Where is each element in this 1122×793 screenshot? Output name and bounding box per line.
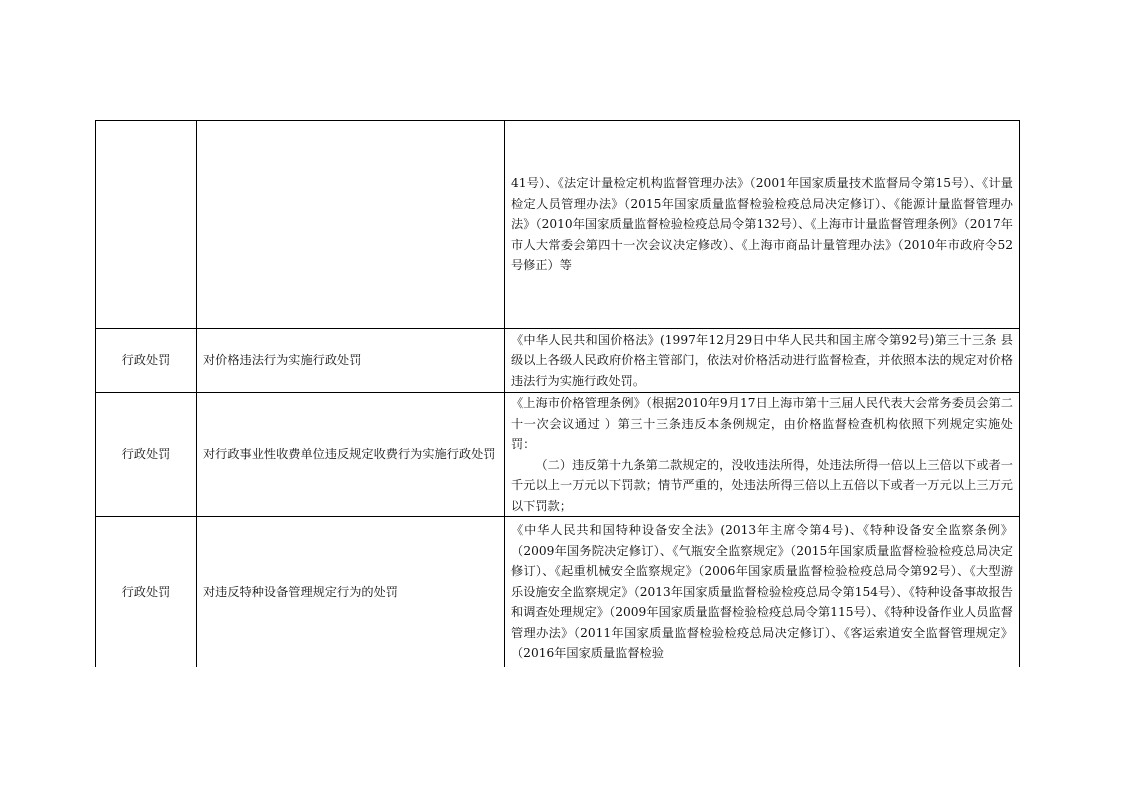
category-cell — [96, 121, 197, 329]
basis-paragraph: 《中华人民共和国特种设备安全法》(2013年主席令第4号)、《特种设备安全监察条例》（2009年国务院决定修订）、《气瓶安全监察规定》（2015年国家质量监督检验检疫总局决定修订）、《起重机械安全监察规定》（2006年国家质量监督检验检疫总局令第92号）、《大型游乐设施安全监察规定》（2013年国家质量监督检验检疫总局令第154号）、《特种设备事故报告和调查处理规定》（2009年国家质量监督检验检疫总局令第115号）、《特种设备作业人员监督管理办法》（2011年国家质量监督检验检疫总局决定修订）、《客运索道安全监督管理规定》（2016年国家质量监督检验 — [511, 523, 1013, 660]
basis-paragraph: （二）违反第十九条第二款规定的，没收违法所得，处违法所得一倍以上三倍以下或者一千元以上一万元以下罚款；情节严重的，处违法所得三倍以上五倍以下或者一万元以上三万元以下罚款； — [511, 457, 1013, 513]
category-cell: 行政处罚 — [96, 393, 197, 517]
legal-basis-cell — [505, 121, 1020, 329]
legal-basis-cell — [505, 393, 1020, 517]
category-cell: 行政处罚 — [96, 517, 197, 667]
item-cell: 对违反特种设备管理规定行为的处罚 — [197, 517, 505, 667]
category-cell: 行政处罚 — [96, 329, 197, 393]
table-row — [96, 329, 1020, 393]
item-cell: 对价格违法行为实施行政处罚 — [197, 329, 505, 393]
basis-paragraph: 《中华人民共和国价格法》(1997年12月29日中华人民共和国主席令第92号)第三十三条 县级以上各级人民政府价格主管部门，依法对价格活动进行监督检查，并依照本法的规定对价格违法行为实施行政处罚。 — [511, 332, 1013, 388]
table-row — [96, 393, 1020, 517]
table-row — [96, 517, 1020, 667]
legal-basis-cell — [505, 517, 1020, 667]
item-cell: 对行政事业性收费单位违反规定收费行为实施行政处罚 — [197, 393, 505, 517]
law-enforcement-table — [95, 120, 1020, 667]
basis-paragraph: 41号）、《法定计量检定机构监督管理办法》（2001年国家质量技术监督局令第15号）、《计量检定人员管理办法》（2015年国家质量监督检验检疫总局决定修订）、《能源计量监督管理办法》（2010年国家质量监督检验检疫总局令第132号）、《上海市计量监督管理条例》（2017年市人大常委会第四十一次会议决定修改）、《上海市商品计量管理办法》（2010年市政府令52号修正）等 — [511, 176, 1013, 273]
item-cell — [197, 121, 505, 329]
basis-paragraph: 《上海市价格管理条例》（根据2010年9月17日上海市第十三届人民代表大会常务委员会第二十一次会议通过 ）第三十三条违反本条例规定，由价格监督检查机构依照下列规定实施处罚： — [511, 396, 1013, 451]
legal-basis-cell — [505, 329, 1020, 393]
table-row — [96, 121, 1020, 329]
